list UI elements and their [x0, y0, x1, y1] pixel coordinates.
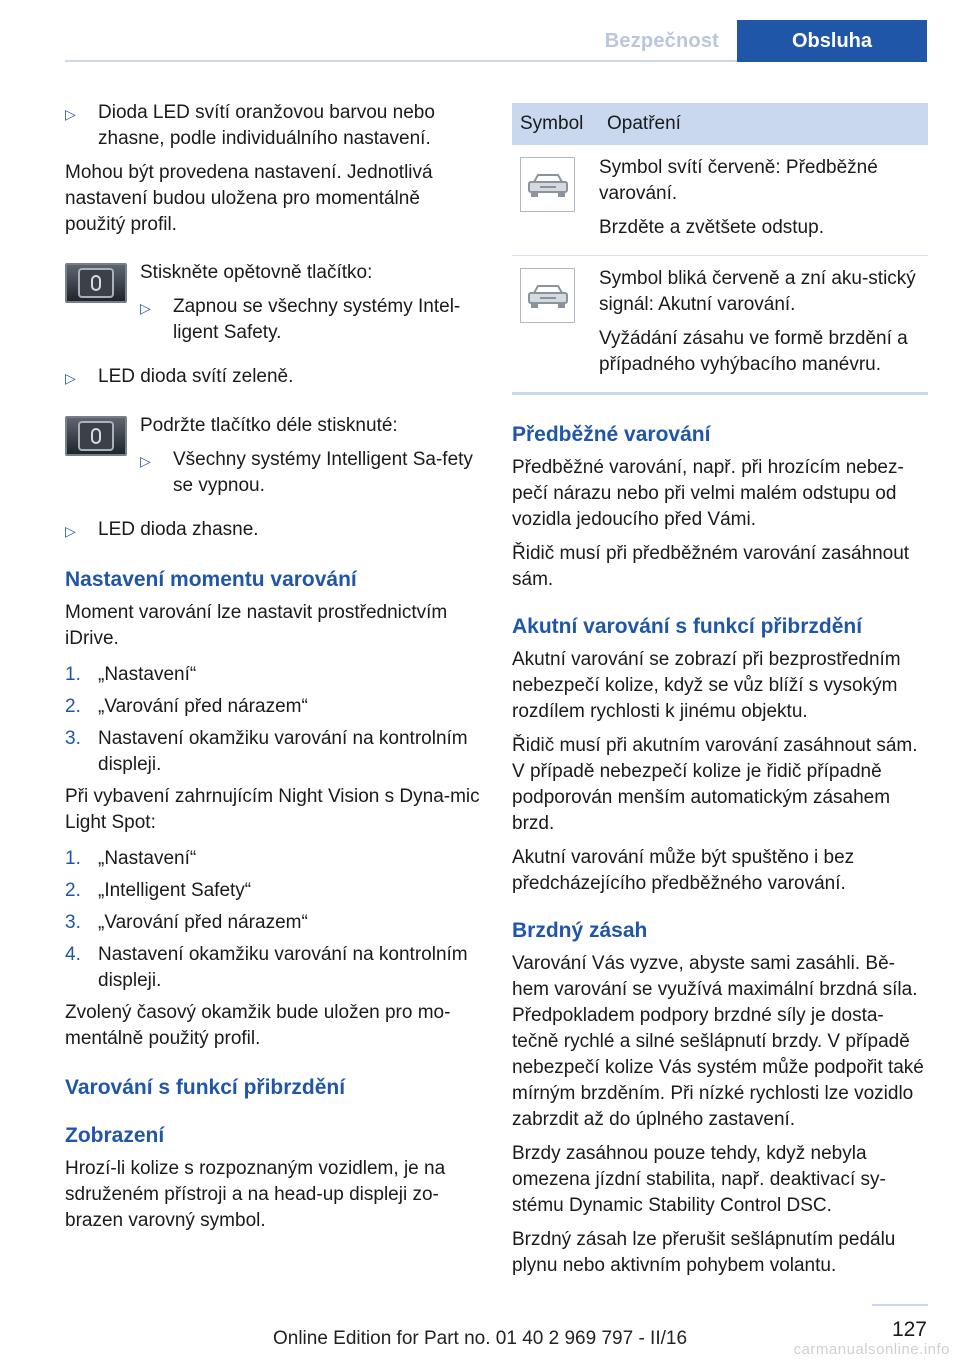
intelligent-safety-button-icon: [65, 416, 127, 456]
page-number: 127: [891, 1318, 927, 1341]
list-item: 2. „Varování před nárazem“: [65, 696, 308, 717]
list-item: 2. „Intelligent Safety“: [65, 880, 252, 901]
watermark: carmanualsonline.info: [793, 1341, 950, 1358]
button-instruction: Podržte tlačítko déle stisknuté: ▷ Všechny systémy Intelligent Sa‐fety se vypnou.: [65, 413, 480, 507]
right-column: Symbol Opatření Symbol svítí červeně: Předběžné varování. Brzděte a zvětšete odstup. Symbol bliká červeně a zní aku‐stický signál: Akutní varování. Vyžádání zásahu ve formě brzdění a případného vyhýbacího manévru. Předběžné varování Předběžné varování, např. při hrozícím nebez‐pečí nárazu nebo při velmi malém odstupu od vozidla jedoucího před Vámi. Řidič musí při předběžném varování zasáhnout sám. Akutní varování s funkcí přibrzdění Akutní varování se zobrazí při bezprostředním nebezpečí kolize, když se vůz blíží s vysokým rozdílem rychlosti k jinému objektu. Řidič musí při akutním varování zasáhnout sám. V případě nebezpečí kolize je řidič případně podporován menším automatickým zásahem brzd. Akutní varování může být spuštěno i bez předcházejícího předběžného varování. Brzdný zásah Varování Vás vyzve, abyste sami zasáhli. Bě‐hem varování se využívá maximální brzdná síla. Předpokladem podpory brzdné síly je dosta‐tečně rychlé a silné sešlápnutí brzdy. V případě nebezpečí kolize Vás systém může podpořit také mírným brzděním. Při nízké rychlosti lze vozidlo zabrzdit až do úplného zastavení. Brzdy zasáhnou pouze tehdy, když nebyla omezena jízdní stabilita, např. deaktivací sy‐stému Dynamic Stability Control DSC. Brzdný zásah lze přerušit sešlápnutím pedálu plynu nebo aktivním pohybem volantu.: [512, 103, 928, 1287]
list-item: 3. Nastavení okamžiku varování na kontrolním displeji.: [65, 728, 468, 775]
table-header-action: Opatření: [599, 103, 928, 145]
table-header-symbol: Symbol: [512, 103, 599, 145]
triangle-bullet-icon: ▷: [65, 523, 76, 539]
numbered-list: [65, 846, 480, 994]
section-heading: Varování s funkcí přibrzdění: [65, 1076, 346, 1099]
bullet-item: ▷ Zapnou se všechny systémy Intel‐ligent Safety.: [140, 294, 480, 346]
list-item: 1. „Nastavení“: [65, 664, 197, 685]
table-row: Symbol svítí červeně: Předběžné varování. Brzděte a zvětšete odstup.: [512, 145, 928, 256]
triangle-bullet-icon: ▷: [140, 300, 151, 316]
footer-divider: [872, 1304, 928, 1306]
button-instruction: Stiskněte opětovně tlačítko: ▷ Zapnou se všechny systémy Intel‐ligent Safety.: [65, 260, 480, 354]
paragraph: Mohou být provedena nastavení. Jednotlivá nastavení budou uložena pro momentálně použitý profil.: [65, 162, 433, 235]
section-heading: Předběžné varování: [512, 423, 711, 446]
numbered-list: [65, 662, 480, 778]
edition-note: Online Edition for Part no. 01 40 2 969 797 - II/16: [272, 1328, 688, 1349]
header-bar: [65, 20, 927, 62]
section-heading: Nastavení momentu varování: [65, 568, 357, 591]
tab-operation[interactable]: Obsluha: [737, 20, 927, 62]
bullet-item: ▷ LED dioda zhasne.: [65, 517, 480, 544]
section-heading: Akutní varování s funkcí přibrzdění: [512, 615, 863, 638]
list-item: 3. „Varování před nárazem“: [65, 912, 308, 933]
car-warning-icon: [520, 157, 575, 212]
car-warning-icon: [520, 268, 575, 323]
bullet-item: ▷ LED dioda svítí zeleně.: [65, 364, 480, 391]
triangle-bullet-icon: ▷: [140, 453, 151, 469]
section-heading: Brzdný zásah: [512, 919, 648, 942]
section-heading: Zobrazení: [65, 1124, 165, 1147]
bullet-item: ▷ Všechny systémy Intelligent Sa‐fety se vypnou.: [140, 447, 480, 499]
table-row: Symbol bliká červeně a zní aku‐stický signál: Akutní varování. Vyžádání zásahu ve formě brzdění a případného vyhýbacího manévru.: [512, 256, 928, 394]
intelligent-safety-button-icon: [65, 263, 127, 303]
triangle-bullet-icon: ▷: [65, 106, 76, 122]
list-item: 1. „Nastavení“: [65, 848, 197, 869]
symbol-table: [512, 103, 928, 395]
bullet-item: ▷ Dioda LED svítí oranžovou barvou nebo zhasne, podle individuálního nastavení.: [65, 100, 480, 152]
left-column: ▷ Dioda LED svítí oranžovou barvou nebo zhasne, podle individuálního nastavení. Mohou být provedena nastavení. Jednotlivá nastavení budou uložena pro momentálně použitý profil. Stiskněte opětovně tlačítko: ▷ Zapnou se všechny systémy Intel‐ligent Safety. ▷ LED dioda svítí zeleně. Podržte tlačítko déle stisknuté: ▷ Všechny systémy Intelligent Sa‐fety se vypnou. ▷ LED dioda zhasne. Nastavení momentu varování Moment varování lze nastavit prostřednictvím iDrive. 1. „Nastavení“ 2. „Varování před nárazem“ 3. Nastavení okamžiku varování na kontrolním displeji. Při vybavení zahrnujícím Night Vision s Dyna‐mic Light Spot: 1. „Nastavení“ 2. „Intelligent Safety“ 3. „Varování před nárazem“ 4. Nastavení okamžiku varování na kontrolním displeji. Zvolený časový okamžik bude uložen pro mo‐mentálně použitý profil. Varování s funkcí přibrzdění Zobrazení Hrozí-li kolize s rozpoznaným vozidlem, je na sdruženém přístroji a na head-up displeji zo‐brazen varovný symbol.: [65, 102, 480, 1231]
tab-safety[interactable]: Bezpečnost: [604, 30, 719, 52]
list-item: 4. Nastavení okamžiku varování na kontrolním displeji.: [65, 944, 468, 991]
triangle-bullet-icon: ▷: [65, 370, 76, 386]
